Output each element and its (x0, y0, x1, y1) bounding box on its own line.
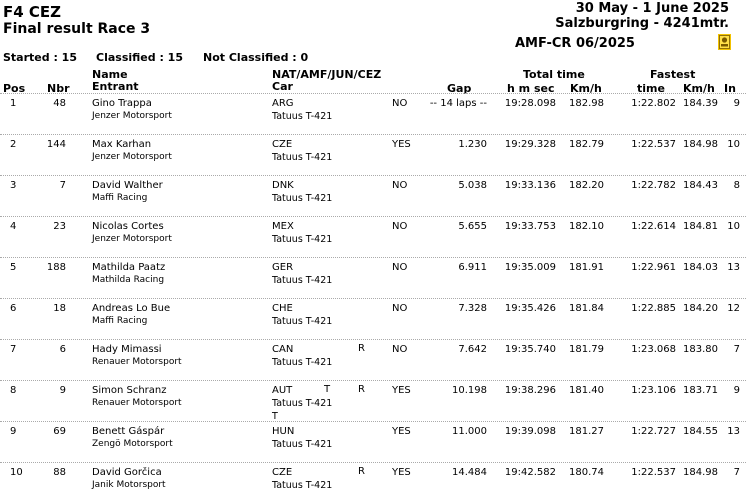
cell-entrant: Zengö Motorsport (92, 439, 173, 449)
cell-kmh: 181.40 (569, 385, 604, 396)
cell-kmh: 181.84 (569, 303, 604, 314)
col-in: In (724, 82, 736, 95)
cell-pos: 1 (10, 98, 17, 109)
cell-entrant: Maffi Racing (92, 316, 148, 326)
cell-car: Tatuus T-421 (272, 111, 333, 122)
cell-fast: 1:22.782 (631, 180, 676, 191)
cell-pos: 6 (10, 303, 17, 314)
event-dates: 30 May - 1 June 2025 (575, 1, 729, 16)
cell-kmh: 182.20 (569, 180, 604, 191)
cell-nat: CAN (272, 344, 294, 355)
table-row (0, 175, 746, 216)
cell-gap: 5.655 (458, 221, 487, 232)
started-count: Started : 15 (3, 51, 77, 64)
cell-fast: 1:23.106 (631, 385, 676, 396)
row-divider (0, 175, 746, 176)
cell-cez: YES (392, 139, 411, 150)
cell-name: Simon Schranz (92, 385, 167, 396)
cell-total: 19:42.582 (504, 467, 556, 478)
cell-cez: YES (392, 426, 411, 437)
classified-count: Classified : 15 (96, 51, 183, 64)
table-row (0, 298, 746, 339)
cell-nat: HUN (272, 426, 295, 437)
col-hms: h m sec (507, 82, 555, 95)
cell-amf: T (324, 384, 331, 395)
table-row (0, 380, 746, 421)
cell-total: 19:29.328 (504, 139, 556, 150)
cell-gap: 7.328 (458, 303, 487, 314)
cell-nat: ARG (272, 98, 294, 109)
cell-in: 9 (733, 385, 740, 396)
col-fastest-kmh: Km/h (683, 82, 715, 95)
cell-car: Tatuus T-421 (272, 152, 333, 163)
result-title: Final result Race 3 (3, 21, 151, 37)
cell-pos: 5 (10, 262, 17, 273)
amf-emblem-icon (718, 34, 731, 50)
cell-name: Mathilda Paatz (92, 262, 166, 273)
cell-name: Benett Gáspár (92, 426, 165, 437)
col-car: Car (272, 80, 293, 93)
cell-name: David Gorčica (92, 467, 162, 478)
cell-nat: DNK (272, 180, 294, 191)
cell-nbr: 48 (53, 98, 66, 109)
row-divider (0, 380, 746, 381)
cell-fast: 1:22.802 (631, 98, 676, 109)
cell-entrant: Renauer Motorsport (92, 398, 182, 408)
row-divider (0, 93, 746, 94)
table-row (0, 216, 746, 257)
cell-nbr: 18 (53, 303, 66, 314)
cell-nat: GER (272, 262, 294, 273)
cell-name: Gino Trappa (92, 98, 152, 109)
row-divider (0, 134, 746, 135)
cell-cez: YES (392, 467, 411, 478)
cell-name: Hady Mimassi (92, 344, 162, 355)
cell-entrant: Janik Motorsport (92, 480, 166, 490)
cell-pos: 2 (10, 139, 17, 150)
cell-total: 19:38.296 (504, 385, 556, 396)
cell-car: Tatuus T-421 (272, 357, 333, 368)
cell-entrant: Maffi Racing (92, 193, 148, 203)
cell-fkmh: 183.71 (683, 385, 718, 396)
cell-cez: NO (392, 262, 408, 273)
cell-gap: 5.038 (458, 180, 487, 191)
cell-nbr: 6 (59, 344, 66, 355)
cell-pos: 7 (10, 344, 17, 355)
cell-nat: MEX (272, 221, 294, 232)
cell-nat: CHE (272, 303, 293, 314)
cell-entrant: Jenzer Motorsport (92, 152, 172, 162)
cell-entrant: Renauer Motorsport (92, 357, 182, 367)
cell-car: Tatuus T-421 (272, 193, 333, 204)
cell-fkmh: 184.20 (683, 303, 718, 314)
col-nat-group: NAT/AMF/JUN/CEZ (272, 68, 382, 81)
cell-total: 19:35.426 (504, 303, 556, 314)
table-row (0, 257, 746, 298)
cell-nat: CZE (272, 467, 293, 478)
cell-fast: 1:22.961 (631, 262, 676, 273)
cell-car: Tatuus T-421 (272, 480, 333, 491)
cell-gap: 1.230 (458, 139, 487, 150)
cell-total: 19:35.009 (504, 262, 556, 273)
col-entrant: Entrant (92, 80, 139, 93)
table-row (0, 93, 746, 134)
cell-fkmh: 184.43 (683, 180, 718, 191)
table-row (0, 462, 746, 503)
cell-kmh: 181.91 (569, 262, 604, 273)
cell-pos: 10 (10, 467, 23, 478)
cell-cez: NO (392, 98, 408, 109)
col-pos: Pos (3, 82, 26, 95)
cell-in: 9 (733, 98, 740, 109)
row-divider (0, 421, 746, 422)
cell-kmh: 182.10 (569, 221, 604, 232)
cell-fkmh: 184.55 (683, 426, 718, 437)
cell-fast: 1:22.537 (631, 139, 676, 150)
cell-nat: AUT (272, 385, 293, 396)
row-divider (0, 257, 746, 258)
col-gap: Gap (447, 82, 472, 95)
cell-pos: 8 (10, 385, 17, 396)
cell-in: 13 (727, 426, 740, 437)
cell-fkmh: 184.98 (683, 139, 718, 150)
cell-kmh: 182.98 (569, 98, 604, 109)
cell-cez: NO (392, 303, 408, 314)
cell-in: 12 (727, 303, 740, 314)
cell-fkmh: 184.39 (683, 98, 718, 109)
cell-kmh: 182.79 (569, 139, 604, 150)
cell-car: Tatuus T-421 (272, 439, 333, 450)
cell-pos: 3 (10, 180, 17, 191)
cell-jun: R (358, 343, 365, 354)
cell-fkmh: 184.98 (683, 467, 718, 478)
cell-in: 7 (733, 344, 740, 355)
col-kmh: Km/h (570, 82, 602, 95)
cell-car: Tatuus T-421 (272, 275, 333, 286)
cell-pos: 9 (10, 426, 17, 437)
cell-entrant: Jenzer Motorsport (92, 111, 172, 121)
cell-cez: NO (392, 180, 408, 191)
circuit-name: Salzburgring - 4241mtr. (555, 16, 729, 31)
cell-fast: 1:23.068 (631, 344, 676, 355)
cell-total: 19:35.740 (504, 344, 556, 355)
cell-total: 19:33.753 (504, 221, 556, 232)
cell-gap: 7.642 (458, 344, 487, 355)
table-row (0, 339, 746, 380)
col-name: Name (92, 68, 128, 81)
cell-jun: R (358, 466, 365, 477)
row-divider (0, 339, 746, 340)
cell-cez: NO (392, 221, 408, 232)
cell-gap: 10.198 (452, 385, 487, 396)
cell-car: Tatuus T-421 (272, 316, 333, 327)
cell-car: Tatuus T-421 (272, 234, 333, 245)
cell-fast: 1:22.727 (631, 426, 676, 437)
cell-name: Andreas Lo Bue (92, 303, 171, 314)
not-classified-count: Not Classified : 0 (203, 51, 309, 64)
cell-pos: 4 (10, 221, 17, 232)
table-row (0, 421, 746, 462)
cell-fkmh: 184.81 (683, 221, 718, 232)
cell-nbr: 23 (53, 221, 66, 232)
cell-fast: 1:22.885 (631, 303, 676, 314)
row-divider (0, 298, 746, 299)
cell-nbr: 69 (53, 426, 66, 437)
cell-fast: 1:22.537 (631, 467, 676, 478)
cell-in: 7 (733, 467, 740, 478)
cell-total: 19:39.098 (504, 426, 556, 437)
col-total-time: Total time (523, 68, 585, 81)
cell-fkmh: 184.03 (683, 262, 718, 273)
cell-total: 19:33.136 (504, 180, 556, 191)
cell-nbr: 188 (46, 262, 66, 273)
cell-name: Nicolas Cortes (92, 221, 164, 232)
col-fastest: Fastest (650, 68, 696, 81)
cell-gap: 6.911 (458, 262, 487, 273)
cell-kmh: 180.74 (569, 467, 604, 478)
cell-name: David Walther (92, 180, 163, 191)
cell-cez: YES (392, 385, 411, 396)
cell-kmh: 181.79 (569, 344, 604, 355)
cell-nbr: 144 (46, 139, 66, 150)
cell-name: Max Karhan (92, 139, 152, 150)
cell-gap: 11.000 (452, 426, 487, 437)
cell-in: 8 (733, 180, 740, 191)
col-fastest-time: time (637, 82, 665, 95)
cell-cez: NO (392, 344, 408, 355)
col-nbr: Nbr (47, 82, 70, 95)
table-row (0, 134, 746, 175)
cell-car: Tatuus T-421 (272, 398, 333, 409)
cell-fkmh: 183.80 (683, 344, 718, 355)
cell-entrant: Mathilda Racing (92, 275, 165, 285)
row-divider (0, 216, 746, 217)
cell-in: 10 (727, 221, 740, 232)
cell-jun: R (358, 384, 365, 395)
cell-gap: 14.484 (452, 467, 487, 478)
cell-nbr: 88 (53, 467, 66, 478)
cell-nat: CZE (272, 139, 293, 150)
row-divider (0, 462, 746, 463)
cell-nbr: 7 (59, 180, 66, 191)
cell-fast: 1:22.614 (631, 221, 676, 232)
cell-gap: -- 14 laps -- (429, 98, 487, 109)
cell-in: 10 (727, 139, 740, 150)
cell-total: 19:28.098 (504, 98, 556, 109)
cell-extra: T (272, 411, 278, 422)
cell-kmh: 181.27 (569, 426, 604, 437)
cell-nbr: 9 (59, 385, 66, 396)
event-code: AMF-CR 06/2025 (515, 36, 635, 51)
series-title: F4 CEZ (3, 3, 62, 21)
cell-entrant: Jenzer Motorsport (92, 234, 172, 244)
cell-in: 13 (727, 262, 740, 273)
